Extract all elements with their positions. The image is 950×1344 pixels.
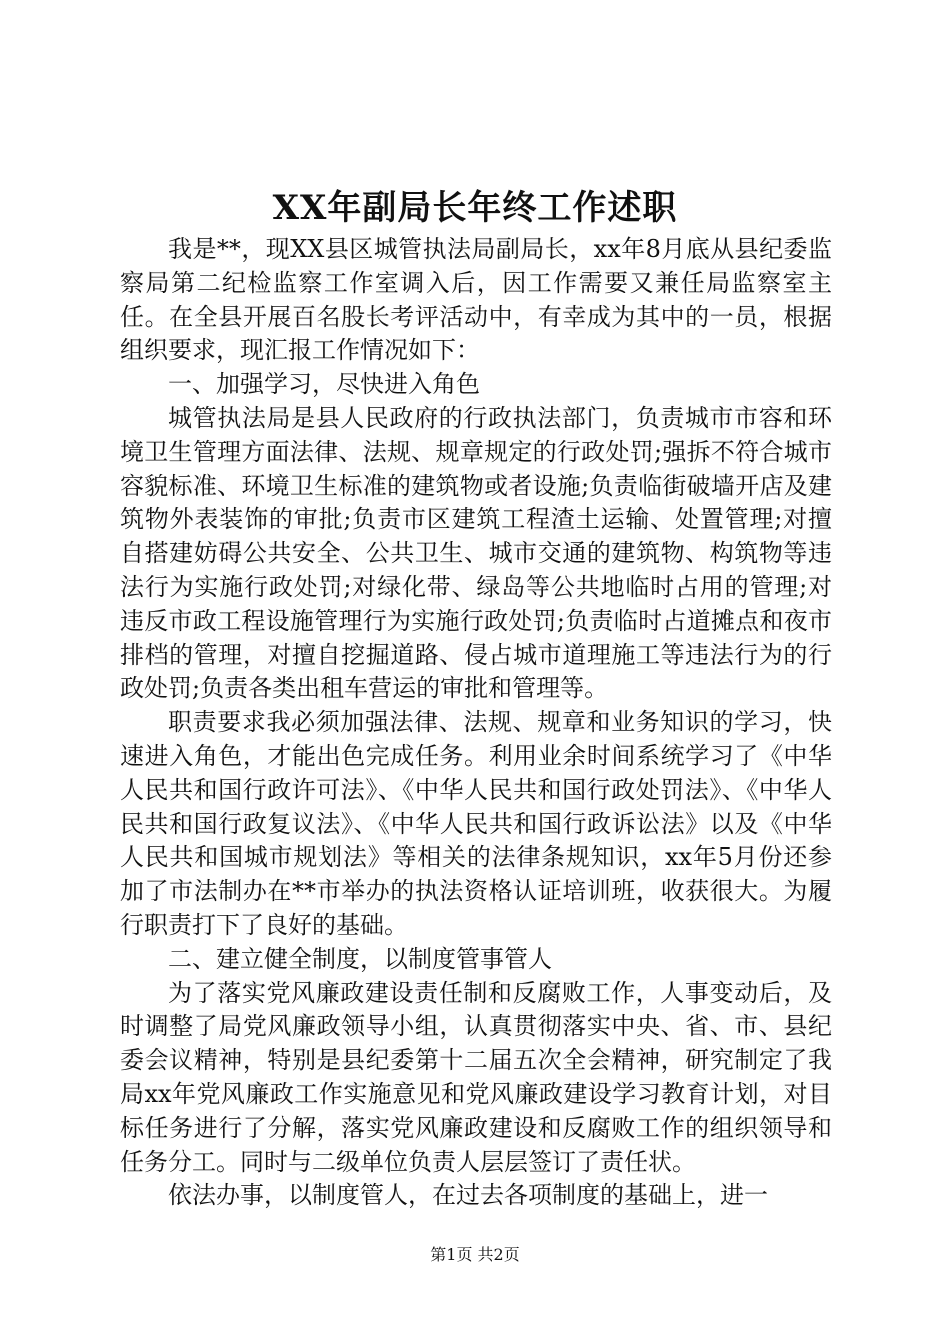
section-heading-2: 二、建立健全制度，以制度管事管人	[168, 944, 552, 973]
page-footer: 第1页 共2页	[430, 1245, 520, 1264]
paragraph-intro: 我是**，现XX县区城管执法局副局长，xx年8月底从县纪委监察局第二纪检监察工作室调入后，因工作需要又兼任局监察室主任。在全县开展百名股长考评活动中，有幸成为其中的一员，根据组织要求，现汇报工作情况如下：	[120, 235, 832, 365]
paragraph-responsibility: 为了落实党风廉政建设责任制和反腐败工作，人事变动后，及时调整了局党风廉政领导小组，认真贯彻落实中央、省、市、县纪委会议精神，特别是县纪委第十二届五次全会精神，研究制定了我局xx年党风廉政工作实施意见和党风廉政建设学习教育计划，对目标任务进行了分解，落实党风廉政建设和反腐败工作的组织领导和任务分工。同时与二级单位负责人层层签订了责任状。	[120, 978, 832, 1176]
paragraph-rules: 依法办事，以制度管人，在过去各项制度的基础上，进一	[168, 1181, 768, 1210]
section-heading-1: 一、加强学习，尽快进入角色	[168, 370, 480, 399]
document-body	[120, 233, 832, 1213]
paragraph-study: 职责要求我必须加强法律、法规、规章和业务知识的学习，快速进入角色，才能出色完成任务。利用业余时间系统学习了《中华人民共和国行政许可法》、《中华人民共和国行政处罚法》、《中华人民共和国行政复议法》、《中华人民共和国行政诉讼法》以及《中华人民共和国城市规划法》等相关的法律条规知识，xx年5月份还参加了市法制办在**市举办的执法资格认证培训班，收获很大。为履行职责打下了良好的基础。	[120, 708, 832, 939]
document-title: XX年副局长年终工作述职	[272, 188, 678, 228]
paragraph-duties: 城管执法局是县人民政府的行政执法部门，负责城市市容和环境卫生管理方面法律、法规、规章规定的行政处罚;强拆不符合城市容貌标准、环境卫生标准的建筑物或者设施;负责临街破墙开店及建筑物外表装饰的审批;负责市区建筑工程渣土运输、处置管理;对擅自搭建妨碍公共安全、公共卫生、城市交通的建筑物、构筑物等违法行为实施行政处罚;对绿化带、绿岛等公共地临时占用的管理;对违反市政工程设施管理行为实施行政处罚;负责临时占道摊点和夜市排档的管理，对擅自挖掘道路、侵占城市道理施工等违法行为的行政处罚;负责各类出租车营运的审批和管理等。	[120, 403, 832, 703]
